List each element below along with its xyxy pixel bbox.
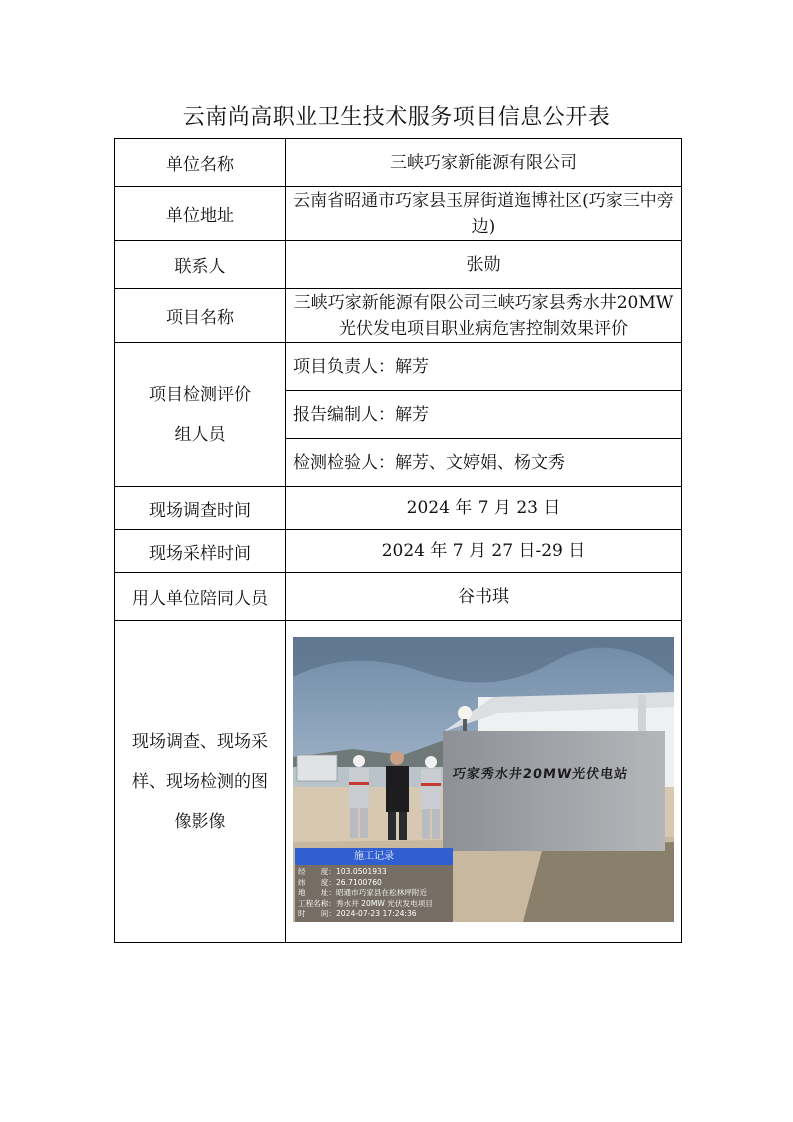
survey-time-label: 现场调查时间 xyxy=(115,487,286,530)
site-photo xyxy=(293,637,674,922)
images-label-line3: 像影像 xyxy=(174,811,226,832)
table-row xyxy=(115,621,682,943)
site-sign-text: 巧家秀水井20MW光伏电站 xyxy=(452,767,629,782)
table-row xyxy=(115,187,682,241)
escort-value: 谷书琪 xyxy=(286,573,682,621)
images-label xyxy=(115,621,286,943)
project-name-value: 三峡巧家新能源有限公司三峡巧家县秀水井20MW 光伏发电项目职业病危害控制效果评价 xyxy=(286,289,682,343)
table-row xyxy=(115,139,682,187)
stamp-latitude: 纬 度：26.7100760 xyxy=(298,877,382,887)
unit-name-label: 单位名称 xyxy=(115,139,286,187)
stamp-header: 施工记录 xyxy=(295,848,453,865)
table-row xyxy=(115,530,682,573)
project-leader: 项目负责人：解芳 xyxy=(286,343,682,391)
unit-address-label: 单位地址 xyxy=(115,187,286,241)
table-row xyxy=(115,241,682,289)
table-row xyxy=(115,487,682,530)
images-cell xyxy=(286,621,682,943)
team-label xyxy=(115,343,286,487)
unit-address-value: 云南省昭通市巧家县玉屏街道迤博社区(巧家三中旁边) xyxy=(286,187,682,241)
unit-name-value: 三峡巧家新能源有限公司 xyxy=(286,139,682,187)
project-name-label: 项目名称 xyxy=(115,289,286,343)
sampling-time-value: 2024 年 7 月 27 日-29 日 xyxy=(286,530,682,573)
page-title: 云南尚高职业卫生技术服务项目信息公开表 xyxy=(182,105,611,130)
team-label-line2: 组人员 xyxy=(174,424,226,445)
photo-stamp xyxy=(295,848,453,922)
team-label-line1: 项目检测评价 xyxy=(149,384,251,405)
table-row xyxy=(115,343,682,391)
escort-label: 用人单位陪同人员 xyxy=(115,573,286,621)
sampling-time-label: 现场采样时间 xyxy=(115,530,286,573)
contact-label: 联系人 xyxy=(115,241,286,289)
stamp-longitude: 经 度：103.0501933 xyxy=(298,867,387,876)
images-label-line1: 现场调查、现场采 xyxy=(132,731,268,752)
stamp-project: 工程名称：秀水井 20MW 光伏发电项目 xyxy=(298,898,433,908)
stamp-time: 时 间：2024-07-23 17:24:36 xyxy=(298,909,417,918)
table-row xyxy=(115,289,682,343)
report-author: 报告编制人：解芳 xyxy=(286,391,682,439)
survey-time-value: 2024 年 7 月 23 日 xyxy=(286,487,682,530)
contact-value: 张勋 xyxy=(286,241,682,289)
stamp-address: 地 址：昭通市巧家县在松林坪附近 xyxy=(298,888,428,897)
table-row xyxy=(115,573,682,621)
info-table xyxy=(114,138,682,943)
images-label-line2: 样、现场检测的图 xyxy=(132,771,268,792)
stamp-body xyxy=(295,865,453,922)
inspectors: 检测检验人：解芳、文婷娟、杨文秀 xyxy=(286,439,682,487)
